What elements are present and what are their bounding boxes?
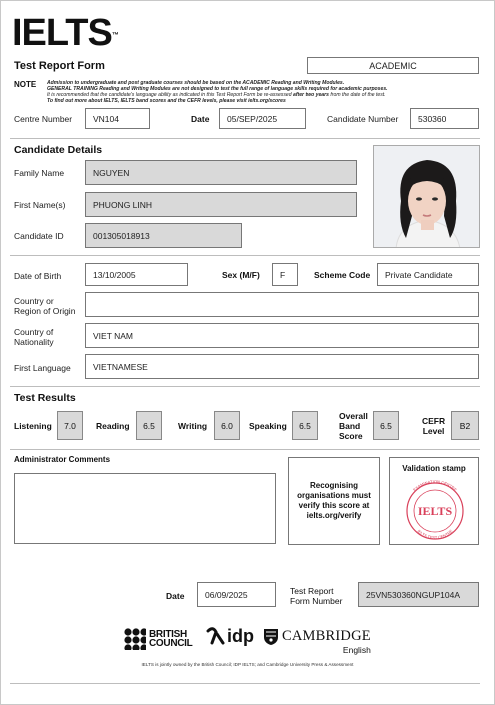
candidate-id-label: Candidate ID (14, 231, 64, 241)
candidate-details-heading: Candidate Details (14, 144, 103, 156)
candidate-id-field: 001305018913 (85, 223, 242, 248)
bottom-divider (10, 683, 480, 684)
first-language-field: VIETNAMESE (85, 354, 479, 379)
writing-label: Writing (178, 421, 208, 431)
dob-label: Date of Birth (14, 271, 62, 281)
trf-number-label: Test Report Form Number (290, 586, 343, 606)
validation-stamp-heading: Validation stamp (402, 464, 466, 473)
date-label: Date (191, 114, 210, 124)
validation-stamp (390, 478, 480, 544)
stamp-ring-top: EXAMINATION CENTRE (412, 478, 458, 493)
country-origin-field (85, 292, 479, 317)
nationality-label: Country of Nationality (14, 327, 54, 347)
british-council-logo: BRITISH COUNCIL (124, 628, 192, 650)
cefr-level-score: B2 (451, 411, 479, 440)
scheme-code-field: Private Candidate (377, 263, 479, 286)
scheme-code-label: Scheme Code (314, 270, 371, 280)
stamp-ring-bottom: IELTS TEST CENTRE (416, 528, 454, 541)
validation-stamp-box (389, 457, 479, 545)
cambridge-shield-icon (263, 628, 279, 646)
note-label: NOTE (14, 80, 37, 89)
sex-field: F (272, 263, 298, 286)
speaking-score: 6.5 (292, 411, 318, 440)
sex-label: Sex (M/F) (222, 270, 260, 280)
admin-comments-box (14, 473, 276, 544)
country-origin-label: Country or Region of Origin (14, 296, 76, 316)
reading-score: 6.5 (136, 411, 162, 440)
admin-comments-heading: Administrator Comments (14, 455, 111, 464)
form-title: Test Report Form (14, 60, 105, 72)
candidate-number-field: 530360 (410, 108, 479, 129)
verify-box: Recognising organisations must verify this score at ielts.org/verify (288, 457, 380, 545)
family-name-label: Family Name (14, 168, 65, 178)
reading-label: Reading (96, 421, 130, 431)
centre-number-field: VN104 (85, 108, 150, 129)
footer-date-label: Date (166, 591, 185, 601)
stamp-text: IELTS (417, 504, 453, 518)
idp-logo: idp (205, 626, 254, 646)
note-text: Admission to undergraduate and post graduate courses should be based on the ACADEMIC Reading and Writing Modules. GENERAL TRAINING Reading and Writing Modules are not designed to test the full range of language skills required for academic purposes. It is recommended that the candidate's language ability as indicated in this Test Report Form be re-assessed after two years from the date of the test. To find out more about IELTS, IELTS band scores and the CEFR levels, please visit ielts.org/scores (47, 80, 388, 104)
first-name-label: First Name(s) (14, 200, 66, 210)
writing-score: 6.0 (214, 411, 240, 440)
nationality-field: VIET NAM (85, 323, 479, 348)
divider (10, 138, 480, 139)
british-council-dots-icon (124, 628, 146, 650)
cefr-level-label: CEFR Level (422, 416, 446, 436)
candidate-photo (373, 145, 480, 248)
listening-score: 7.0 (57, 411, 83, 440)
dob-field: 13/10/2005 (85, 263, 188, 286)
divider (10, 386, 480, 387)
first-language-label: First Language (14, 363, 71, 373)
divider (10, 449, 480, 450)
module-field: ACADEMIC (307, 57, 479, 74)
svg-text:IELTS TEST CENTRE (416, 528, 453, 540)
family-name-field: NGUYEN (85, 160, 357, 185)
speaking-label: Speaking (249, 421, 287, 431)
ownership-statement: IELTS is jointly owned by the British Council; IDP IELTS; and Cambridge University Press & Assessment (141, 662, 354, 667)
divider (10, 255, 480, 256)
overall-band-label: Overall Band Score (339, 411, 368, 441)
cambridge-logo: CAMBRIDGE English (263, 628, 371, 656)
listening-label: Listening (14, 421, 52, 431)
overall-band-score: 6.5 (373, 411, 399, 440)
trf-number-field: 25VN530360NGUP104A (358, 582, 479, 607)
first-name-field: PHUONG LINH (85, 192, 357, 217)
svg-text:EXAMINATION CENTRE (412, 479, 458, 493)
idp-swirl-icon (205, 626, 225, 646)
test-date-field: 05/SEP/2025 (219, 108, 306, 129)
footer-date-field: 06/09/2025 (197, 582, 276, 607)
ielts-logo: IELTS™ (12, 12, 118, 54)
candidate-number-label: Candidate Number (327, 114, 399, 124)
test-results-heading: Test Results (14, 392, 76, 404)
centre-number-label: Centre Number (14, 114, 73, 124)
